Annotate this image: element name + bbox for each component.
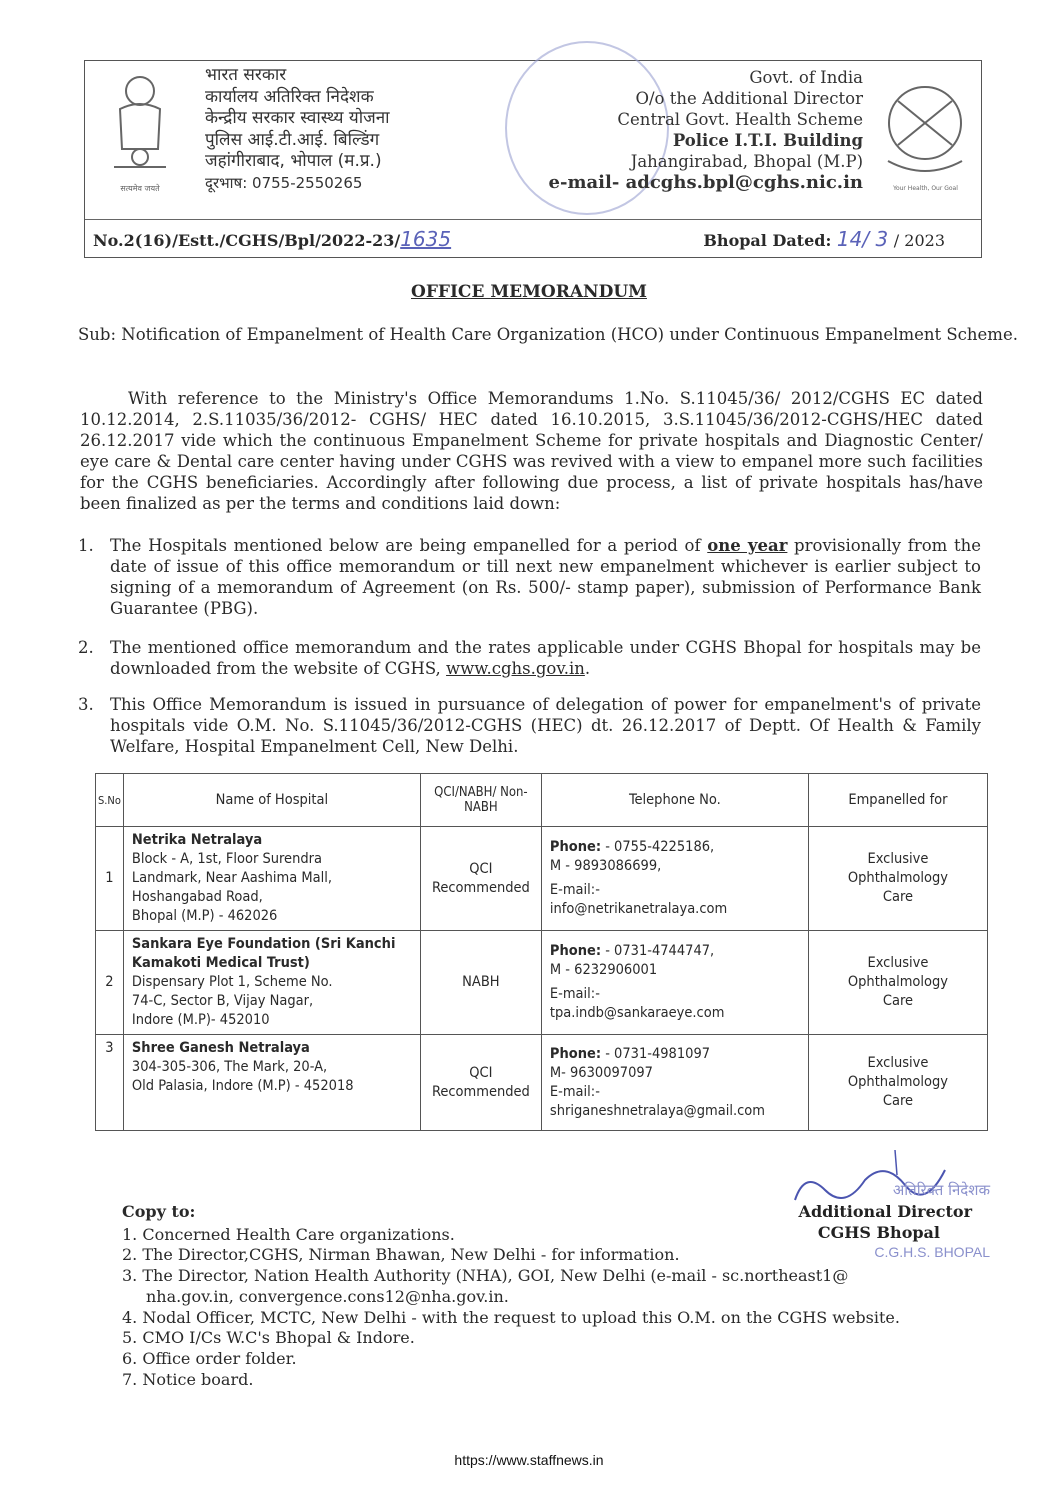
col-accreditation: QCI/NABH/ Non-NABH [420, 774, 541, 827]
date-label: Bhopal Dated: [703, 231, 832, 250]
point-bold: one year [707, 536, 788, 555]
stamp-english: C.G.H.S. BHOPAL [874, 1244, 990, 1260]
email-label: E-mail:- [549, 1083, 600, 1100]
eng-line: Central Govt. Health Scheme [617, 110, 863, 129]
empanelled-for-line: Ophthalmology [847, 1074, 948, 1090]
point-3 [78, 694, 981, 757]
row-sno: 3 [96, 1035, 124, 1131]
divider [85, 219, 981, 220]
empanelled-for-line: Exclusive [867, 1055, 929, 1071]
hospital-address-line: Landmark, Near Aashima Mall, [131, 870, 332, 886]
empanelled-for-line: Care [882, 889, 914, 905]
hospital-email[interactable]: tpa.indb@sankaraeye.com [549, 1005, 725, 1021]
phone-label: Phone: [549, 1045, 602, 1062]
english-address [549, 67, 863, 193]
accreditation-status: Recommended [431, 879, 530, 896]
reference-number [93, 227, 451, 251]
hospital-address-line: Indore (M.P)- 452010 [131, 1012, 270, 1028]
copy-item: 5. CMO I/Cs W.C's Bhopal & Indore. [122, 1328, 415, 1348]
point-text: provisionally from the date of issue of this office memorandum or till next new empanelment whichever is earlier subject to signing of a memorandum of Agreement (on Rs. 500/- stamp paper), submission of Performance Bank Guarantee (PBG). [110, 536, 981, 618]
cghs-website-link[interactable]: www.cghs.gov.in [446, 659, 585, 678]
empanelled-for-line: Ophthalmology [847, 870, 948, 886]
hindi-line: दूरभाष: 0755-2550265 [205, 173, 363, 192]
copy-item: nha.gov.in, convergence.cons12@nha.gov.in. [146, 1286, 509, 1306]
copy-item: 2. The Director,CGHS, Nirman Bhawan, New Delhi - for information. [122, 1245, 680, 1265]
phone: Phone: - 0755-4225186, [549, 839, 715, 855]
point-2 [78, 637, 981, 679]
hospital-name: Shree Ganesh Netralaya [131, 1040, 310, 1056]
hospital-address-line: Bhopal (M.P) - 462026 [131, 908, 278, 924]
row-sno: 1 [96, 827, 124, 931]
point-1 [78, 535, 981, 619]
eng-line: Police I.T.I. Building [672, 131, 863, 150]
hindi-line: भारत सरकार [205, 65, 287, 85]
hospital-address-line: Hoshangabad Road, [131, 889, 263, 905]
letterhead [84, 60, 982, 258]
cghs-logo [878, 81, 973, 196]
table-row [96, 827, 988, 931]
hospital-address-line: Block - A, 1st, Floor Surendra [131, 851, 322, 867]
table-row [96, 1035, 988, 1131]
hospital-address-line: 304-305-306, The Mark, 20-A, [131, 1059, 328, 1075]
accreditation: QCI [469, 860, 493, 877]
eng-line: Govt. of India [749, 68, 863, 87]
mobile: M - 9893086699, [549, 858, 662, 874]
phone-label: Phone: [549, 839, 602, 855]
eng-line: O/o the Additional Director [635, 89, 863, 108]
emblem-motto: सत्यमेव जयते [120, 184, 160, 193]
col-name: Name of Hospital [123, 774, 420, 827]
email-label: E-mail:- [549, 882, 600, 898]
phone: Phone: - 0731-4981097 [549, 1045, 711, 1062]
row-sno: 2 [96, 931, 124, 1035]
empanelled-for-line: Exclusive [867, 955, 929, 971]
copy-item: 7. Notice board. [122, 1369, 254, 1389]
mobile: M - 6232906001 [549, 962, 658, 978]
copy-item: 1. Concerned Health Care organizations. [122, 1224, 455, 1244]
office-email: e-mail- adcghs.bpl@cghs.nic.in [548, 172, 863, 193]
accreditation: NABH [462, 974, 500, 990]
hospital-name: Netrika Netralaya [131, 832, 263, 848]
stamp-hindi: अतिरिक्त निदेशक [892, 1181, 990, 1199]
copy-item: 4. Nodal Officer, MCTC, New Delhi - with the request to upload this O.M. on the CGHS website. [122, 1307, 900, 1327]
hospital-email[interactable]: info@netrikanetralaya.com [549, 901, 728, 917]
empanelled-for-line: Exclusive [867, 851, 929, 867]
national-emblem [95, 69, 185, 207]
hindi-line: पुलिस आई.टी.आई. बिल्डिंग [205, 129, 380, 150]
point-num: 3. [78, 695, 94, 714]
hindi-line: जहांगीराबाद, भोपाल (म.प्र.) [205, 151, 382, 171]
empanelled-for-line: Care [882, 1093, 914, 1109]
col-sno: S.No [96, 774, 124, 827]
hospital-address-line: Dispensary Plot 1, Scheme No. [131, 974, 333, 990]
copy-to-label: Copy to: [122, 1202, 196, 1221]
hindi-line: कार्यालय अतिरिक्त निदेशक [205, 86, 374, 107]
phone: Phone: - 0731-4744747, [549, 943, 715, 959]
hindi-address [205, 65, 390, 194]
date-month: 3 [875, 227, 889, 251]
logo-tagline: Your Health, Our Goal [893, 185, 958, 192]
table-header [96, 774, 988, 827]
hospital-email[interactable]: shriganeshnetralaya@gmail.com [549, 1102, 765, 1119]
date-year: / 2023 [893, 231, 945, 250]
eng-line: Jahangirabad, Bhopal (M.P) [630, 152, 863, 171]
hospital-address-line: Old Palasia, Indore (M.P) - 452018 [131, 1078, 354, 1094]
ref-text: No.2(16)/Estt./CGHS/Bpl/2022-23/ [93, 231, 401, 250]
date-day: 14 [836, 227, 863, 251]
point-num: 1. [78, 536, 94, 555]
point-text: The mentioned office memorandum and the rates applicable under CGHS Bhopal for hospitals may be downloaded from the website of CGHS, [110, 638, 981, 678]
point-num: 2. [78, 638, 94, 657]
hospital-address-line: 74-C, Sector B, Vijay Nagar, [131, 993, 314, 1009]
empanelled-for-line: Care [882, 993, 914, 1009]
accreditation: QCI [469, 1064, 493, 1081]
copy-to [122, 1202, 900, 1390]
point-text: . [584, 659, 591, 678]
email-label: E-mail:- [549, 986, 600, 1002]
intro-paragraph: With reference to the Ministry's Office Memorandums 1.No. S.11045/36/ 2012/CGHS EC dated 10.12.2014, 2.S.11035/36/2012- CGHS/ HEC dated 16.10.2015, 3.S.11045/36/2012-CGHS/HEC dated 26.12.2017 vide which the continuous Empanelment Scheme for private hospitals and Diagnostic Center/ eye care & Dental care center having under CGHS was revived with a view to empanel more such facilities for the CGHS beneficiaries. Accordingly after following due process, a list of private hospitals has/have been finalized as per the terms and conditions laid down: [80, 389, 983, 513]
signatory-designation: Additional Director [798, 1202, 972, 1221]
point-text: This Office Memorandum is issued in pursuance of delegation of power for empanelment's of private hospitals vide O.M. No. S.11045/36/2012-CGHS (HEC) dt. 26.12.2017 of Deptt. Of Health & Family Welfare, Hospital Empanelment Cell, New Delhi. [110, 695, 981, 756]
col-telephone: Telephone No. [541, 774, 808, 827]
footer-url[interactable]: https://www.staffnews.in [454, 1452, 604, 1468]
ref-handwritten: 1635 [400, 227, 452, 251]
hindi-line: केन्द्रीय सरकार स्वास्थ्य योजना [205, 108, 390, 128]
accreditation-status: Recommended [431, 1083, 530, 1100]
copy-item: 6. Office order folder. [122, 1348, 297, 1368]
signatory-office: CGHS Bhopal [817, 1223, 940, 1242]
hospital-table [95, 773, 988, 1131]
col-empanelled-for: Empanelled for [808, 774, 987, 827]
table-row [96, 931, 988, 1035]
copy-item: 3. The Director, Nation Health Authority (NHA), GOI, New Delhi (e-mail - sc.northeast1@ [122, 1266, 849, 1286]
date: Bhopal Dated: 14/ 3 / 2023 [703, 227, 945, 251]
empanelled-for-line: Ophthalmology [847, 974, 948, 990]
hospital-name: Sankara Eye Foundation (Sri Kanchi Kamakoti Medical Trust) [131, 936, 396, 971]
page-title: OFFICE MEMORANDUM [411, 282, 647, 302]
subject: Sub: Notification of Empanelment of Health Care Organization (HCO) under Continuous Empanelment Scheme. [78, 325, 1018, 344]
phone-label: Phone: [549, 943, 602, 959]
mobile: M- 9630097097 [549, 1064, 653, 1081]
point-text: The Hospitals mentioned below are being empanelled for a period of [110, 536, 708, 555]
